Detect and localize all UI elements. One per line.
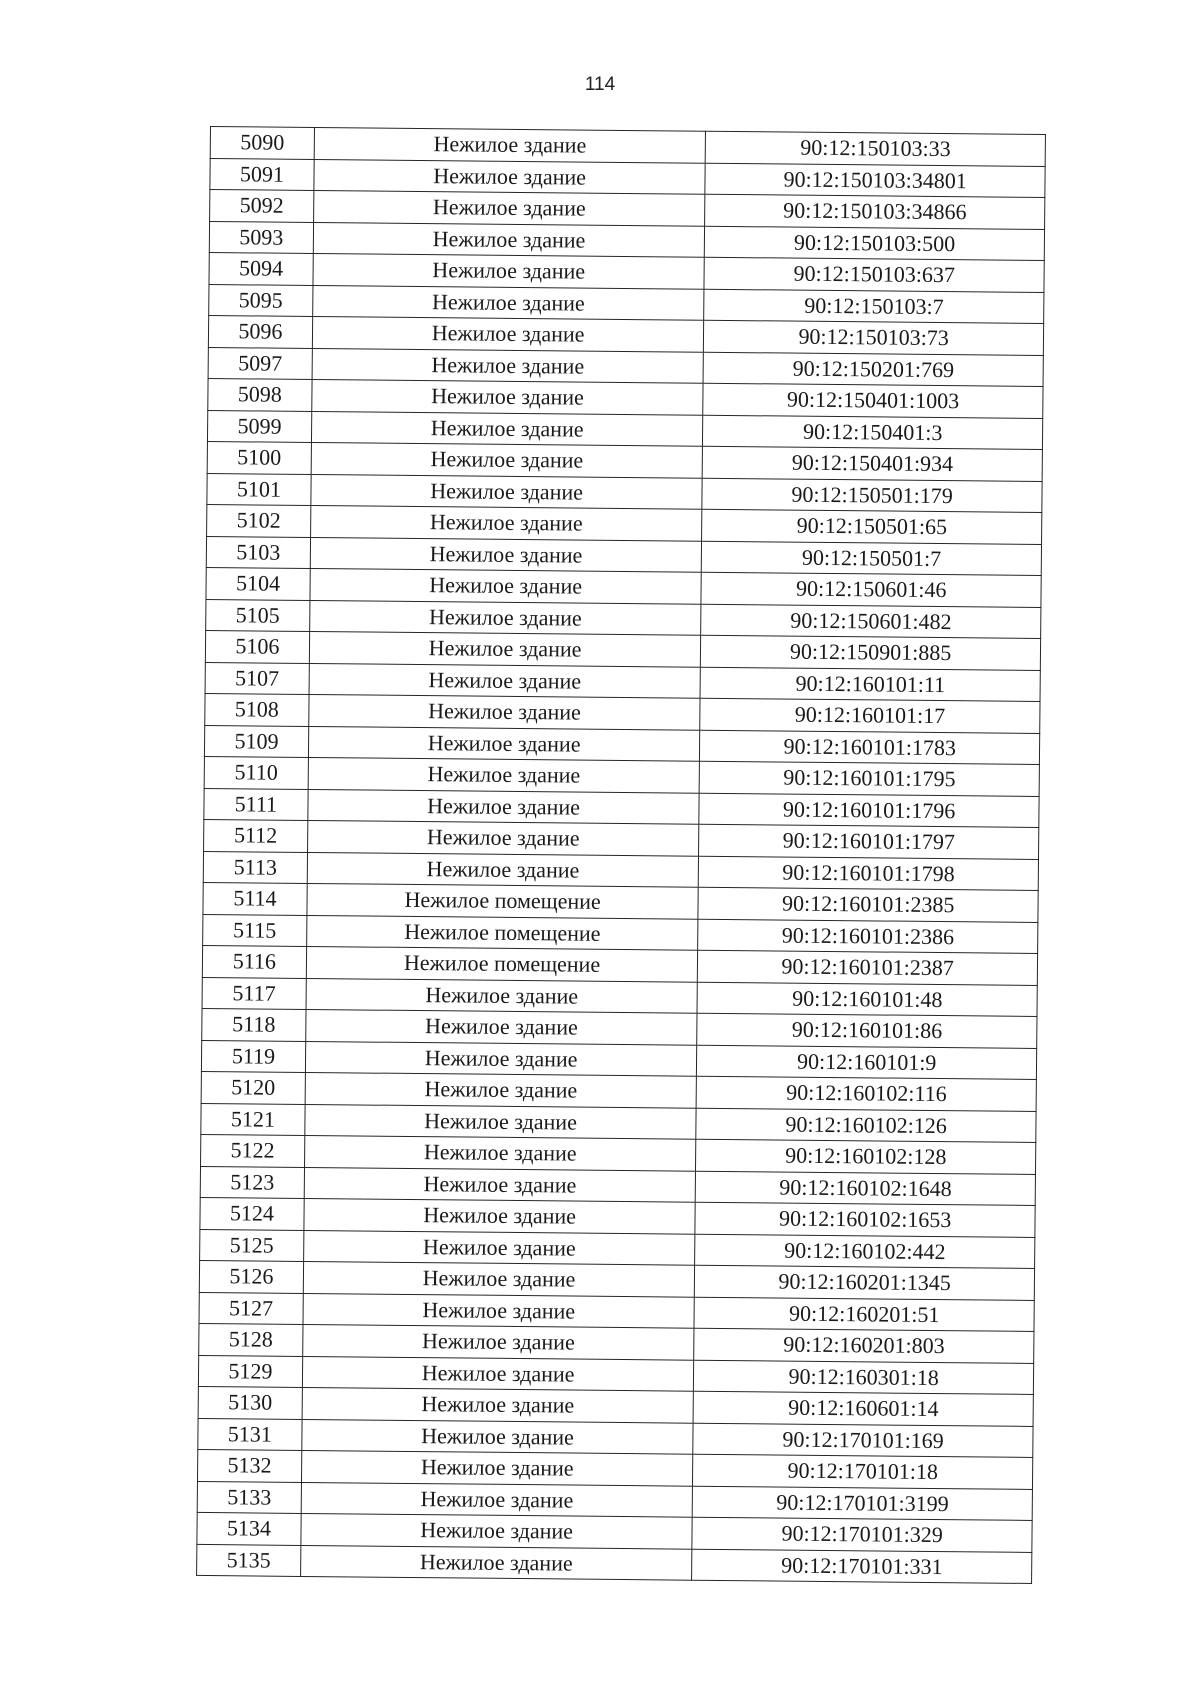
row-number-cell: 5112 <box>204 819 308 851</box>
object-type-cell: Нежилое здание <box>301 1450 693 1485</box>
object-type-cell: Нежилое здание <box>310 537 702 572</box>
cadastral-number-cell: 90:12:160301:18 <box>694 1360 1034 1395</box>
cadastral-number-cell: 90:12:170101:331 <box>692 1549 1032 1584</box>
row-number-cell: 5100 <box>207 441 311 473</box>
row-number-cell: 5091 <box>210 158 314 190</box>
object-type-cell: Нежилое здание <box>313 222 705 257</box>
object-type-cell: Нежилое здание <box>308 726 700 761</box>
row-number-cell: 5111 <box>204 788 308 820</box>
object-type-cell: Нежилое здание <box>309 631 701 666</box>
object-type-cell: Нежилое здание <box>313 190 705 225</box>
cadastral-number-cell: 90:12:170101:329 <box>692 1517 1032 1552</box>
cadastral-number-cell: 90:12:160101:1798 <box>699 856 1039 891</box>
object-type-cell: Нежилое здание <box>310 505 702 540</box>
object-type-cell: Нежилое здание <box>304 1198 696 1233</box>
object-type-cell: Нежилое здание <box>303 1324 695 1359</box>
row-number-cell: 5129 <box>198 1355 302 1387</box>
row-number-cell: 5120 <box>201 1071 305 1103</box>
row-number-cell: 5131 <box>198 1418 302 1450</box>
cadastral-number-cell: 90:12:160201:51 <box>694 1297 1034 1332</box>
object-type-cell: Нежилое здание <box>309 663 701 698</box>
cadastral-number-cell: 90:12:150103:34801 <box>705 163 1045 198</box>
cadastral-number-cell: 90:12:160102:128 <box>696 1139 1036 1174</box>
object-type-cell: Нежилое здание <box>309 600 701 635</box>
cadastral-number-cell: 90:12:150601:46 <box>701 572 1041 607</box>
row-number-cell: 5116 <box>202 945 306 977</box>
row-number-cell: 5107 <box>205 662 309 694</box>
row-number-cell: 5102 <box>207 504 311 536</box>
object-type-cell: Нежилое здание <box>303 1261 695 1296</box>
cadastral-number-cell: 90:12:160101:2385 <box>698 887 1038 922</box>
object-type-cell: Нежилое помещение <box>306 915 698 950</box>
row-number-cell: 5099 <box>207 410 311 442</box>
cadastral-number-cell: 90:12:160101:9 <box>697 1045 1037 1080</box>
row-number-cell: 5109 <box>204 725 308 757</box>
cadastral-number-cell: 90:12:150401:1003 <box>703 383 1043 418</box>
cadastral-number-cell: 90:12:160101:48 <box>697 982 1037 1017</box>
cadastral-number-cell: 90:12:160101:2387 <box>698 950 1038 985</box>
row-number-cell: 5122 <box>201 1134 305 1166</box>
object-type-cell: Нежилое здание <box>303 1230 695 1265</box>
object-type-cell: Нежилое здание <box>303 1293 695 1328</box>
object-type-cell: Нежилое помещение <box>306 946 698 981</box>
cadastral-number-cell: 90:12:160102:1648 <box>696 1171 1036 1206</box>
cadastral-number-cell: 90:12:160101:86 <box>697 1013 1037 1048</box>
object-type-cell: Нежилое здание <box>305 1104 697 1139</box>
object-type-cell: Нежилое здание <box>308 757 700 792</box>
cadastral-number-cell: 90:12:160101:1783 <box>700 730 1040 765</box>
object-type-cell: Нежилое здание <box>307 820 699 855</box>
row-number-cell: 5101 <box>207 473 311 505</box>
row-number-cell: 5128 <box>199 1323 303 1355</box>
cadastral-number-cell: 90:12:160102:1653 <box>695 1202 1035 1237</box>
object-type-cell: Нежилое здание <box>313 253 705 288</box>
object-type-cell: Нежилое здание <box>307 852 699 887</box>
row-number-cell: 5090 <box>210 127 314 159</box>
object-type-cell: Нежилое здание <box>301 1513 693 1548</box>
object-type-cell: Нежилое здание <box>300 1545 692 1580</box>
cadastral-number-cell: 90:12:150501:65 <box>702 509 1042 544</box>
object-type-cell: Нежилое здание <box>314 128 706 163</box>
cadastral-number-cell: 90:12:160201:1345 <box>695 1265 1035 1300</box>
object-type-cell: Нежилое здание <box>302 1419 694 1454</box>
cadastral-number-cell: 90:12:150501:179 <box>702 478 1042 513</box>
row-number-cell: 5104 <box>206 567 310 599</box>
cadastral-number-cell: 90:12:150901:885 <box>701 635 1041 670</box>
row-number-cell: 5127 <box>199 1292 303 1324</box>
row-number-cell: 5097 <box>208 347 312 379</box>
object-type-cell: Нежилое здание <box>312 348 704 383</box>
cadastral-number-cell: 90:12:170101:169 <box>693 1423 1033 1458</box>
cadastral-number-cell: 90:12:150401:934 <box>703 446 1043 481</box>
row-number-cell: 5134 <box>197 1512 301 1544</box>
page-number: 114 <box>584 74 616 95</box>
cadastral-number-cell: 90:12:160101:2386 <box>698 919 1038 954</box>
cadastral-number-cell: 90:12:160101:1797 <box>699 824 1039 859</box>
row-number-cell: 5115 <box>203 914 307 946</box>
row-number-cell: 5092 <box>210 190 314 222</box>
row-number-cell: 5096 <box>208 315 312 347</box>
cadastral-number-cell: 90:12:150601:482 <box>701 604 1041 639</box>
row-number-cell: 5117 <box>202 977 306 1009</box>
row-number-cell: 5121 <box>201 1103 305 1135</box>
object-type-cell: Нежилое здание <box>306 1009 698 1044</box>
row-number-cell: 5130 <box>198 1386 302 1418</box>
row-number-cell: 5094 <box>209 252 313 284</box>
object-type-cell: Нежилое здание <box>311 442 703 477</box>
cadastral-number-cell: 90:12:170101:18 <box>693 1454 1033 1489</box>
object-type-cell: Нежилое здание <box>305 1072 697 1107</box>
object-type-cell: Нежилое здание <box>311 474 703 509</box>
object-type-cell: Нежилое здание <box>302 1387 694 1422</box>
object-type-cell: Нежилое здание <box>304 1135 696 1170</box>
row-number-cell: 5110 <box>204 756 308 788</box>
row-number-cell: 5119 <box>201 1040 305 1072</box>
cadastral-number-cell: 90:12:160601:14 <box>693 1391 1033 1426</box>
object-type-cell: Нежилое здание <box>305 1041 697 1076</box>
object-type-cell: Нежилое здание <box>312 379 704 414</box>
row-number-cell: 5114 <box>203 882 307 914</box>
row-number-cell: 5108 <box>205 693 309 725</box>
row-number-cell: 5135 <box>197 1544 301 1576</box>
object-type-cell: Нежилое здание <box>306 978 698 1013</box>
cadastral-number-cell: 90:12:150103:34866 <box>705 194 1045 229</box>
row-number-cell: 5118 <box>202 1008 306 1040</box>
cadastral-number-cell: 90:12:150103:500 <box>705 226 1045 261</box>
cadastral-number-cell: 90:12:160101:17 <box>700 698 1040 733</box>
object-type-cell: Нежилое здание <box>311 411 703 446</box>
cadastral-number-cell: 90:12:160101:1796 <box>699 793 1039 828</box>
object-type-cell: Нежилое помещение <box>307 883 699 918</box>
object-type-cell: Нежилое здание <box>310 568 702 603</box>
row-number-cell: 5093 <box>209 221 313 253</box>
object-type-cell: Нежилое здание <box>312 316 704 351</box>
cadastral-number-cell: 90:12:160201:803 <box>694 1328 1034 1363</box>
object-type-cell: Нежилое здание <box>304 1167 696 1202</box>
table-body <box>197 127 1046 1584</box>
object-type-cell: Нежилое здание <box>309 694 701 729</box>
cadastral-number-cell: 90:12:160101:11 <box>700 667 1040 702</box>
cadastral-number-cell: 90:12:150501:7 <box>702 541 1042 576</box>
row-number-cell: 5123 <box>200 1166 304 1198</box>
cadastral-number-cell: 90:12:150201:769 <box>703 352 1043 387</box>
row-number-cell: 5132 <box>197 1449 301 1481</box>
cadastral-number-cell: 90:12:160102:442 <box>695 1234 1035 1269</box>
cadastral-number-cell: 90:12:160101:1795 <box>699 761 1039 796</box>
cadastral-number-cell: 90:12:150103:73 <box>704 320 1044 355</box>
table-row <box>197 1544 1032 1584</box>
cadastral-number-cell: 90:12:150103:637 <box>704 257 1044 292</box>
row-number-cell: 5126 <box>199 1260 303 1292</box>
registry-table <box>196 126 1046 1584</box>
row-number-cell: 5098 <box>208 378 312 410</box>
row-number-cell: 5113 <box>203 851 307 883</box>
cadastral-number-cell: 90:12:150103:33 <box>706 131 1046 166</box>
row-number-cell: 5124 <box>200 1197 304 1229</box>
object-type-cell: Нежилое здание <box>302 1356 694 1391</box>
row-number-cell: 5133 <box>197 1481 301 1513</box>
object-type-cell: Нежилое здание <box>301 1482 693 1517</box>
cadastral-number-cell: 90:12:150103:7 <box>704 289 1044 324</box>
object-type-cell: Нежилое здание <box>308 789 700 824</box>
row-number-cell: 5106 <box>205 630 309 662</box>
cadastral-number-cell: 90:12:160102:126 <box>696 1108 1036 1143</box>
row-number-cell: 5105 <box>206 599 310 631</box>
cadastral-number-cell: 90:12:150401:3 <box>703 415 1043 450</box>
cadastral-number-cell: 90:12:160102:116 <box>696 1076 1036 1111</box>
row-number-cell: 5103 <box>206 536 310 568</box>
cadastral-number-cell: 90:12:170101:3199 <box>693 1486 1033 1521</box>
row-number-cell: 5095 <box>209 284 313 316</box>
object-type-cell: Нежилое здание <box>313 285 705 320</box>
row-number-cell: 5125 <box>200 1229 304 1261</box>
object-type-cell: Нежилое здание <box>314 159 706 194</box>
